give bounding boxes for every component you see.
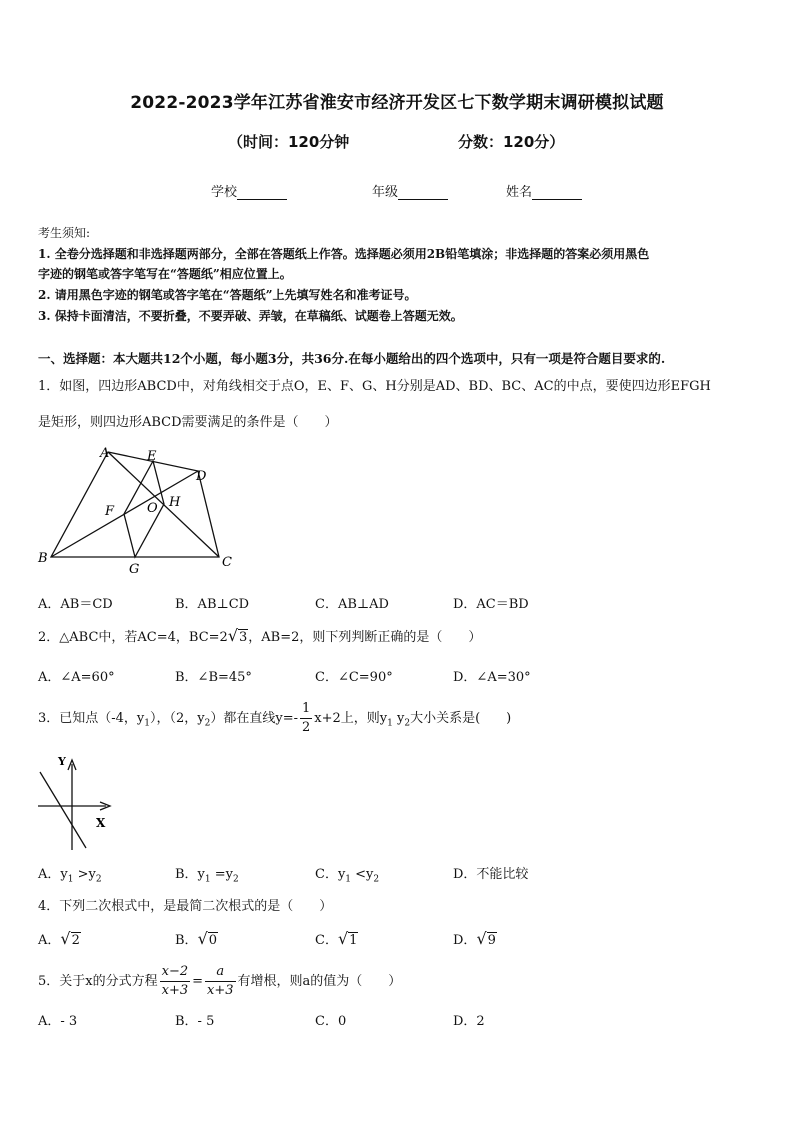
label-b: B [38,551,48,566]
q3-option-c[interactable]: C．$y_1 <y_2$ [315,867,380,885]
label-c: C [222,555,232,570]
q1-line-2: 是矩形，则四边形ABCD需要满足的条件是（ ） [38,415,338,430]
q5-option-d[interactable]: D．2 [453,1014,485,1029]
q3-fraction: $\frac{1}{2}$ [302,701,311,735]
label-a: A [100,446,110,461]
q4-option-d[interactable]: D．√9 [453,929,496,948]
q5-option-b[interactable]: B．- 5 [175,1014,215,1029]
label-h: H [169,495,181,510]
q2-option-c[interactable]: C．∠C=90° [315,670,393,685]
q2-sqrt: √3 [227,626,248,645]
q1-option-b[interactable]: B．AB⊥CD [175,597,250,612]
label-e: E [147,449,157,464]
label-o: O [147,501,158,516]
q3-axes-figure [30,752,120,852]
quad-abcd [51,452,219,557]
grade-field: 年级 [372,181,448,200]
label-g: G [129,562,140,577]
label-f: F [105,504,115,519]
q3-option-d[interactable]: D．不能比较 [453,867,529,882]
q1-option-a[interactable]: A．AB＝CD [38,597,113,612]
note-1b: 字迹的钢笔或答字笔写在“答题纸”相应位置上。 [38,267,292,281]
q5-fraction-left: $\frac{x-2}{x+3}$ [161,964,189,998]
q5-option-a[interactable]: A．- 3 [38,1014,78,1029]
section-heading: 一、选择题：本大题共12个小题，每小题3分，共36分.在每小题给出的四个选项中，只有一项是符合题目要求的. [38,351,666,366]
q3-text: 3．已知点（-4，$y_1$），（2，$y_2$）都在直线y=- $\frac{1}{2}$ x+2上，则$y_1$ $y_2$大小关系是( ) [38,701,512,735]
q5-fraction-right: $\frac{a}{x+3}$ [207,964,234,998]
q1-line-1: 1．如图，四边形ABCD中，对角线相交于点O，E、F、G、H分别是AD、BD、BC、AC的中点，要使四边形EFGH [38,379,711,394]
note-1a: 1. 全卷分选择题和非选择题两部分，全部在答题纸上作答。选择题必须用2B铅笔填涂；非选择题的答案必须用黑色 [38,247,650,261]
axis-y-label: Y [58,755,66,768]
q1-quadrilateral-figure [30,440,250,580]
q5-option-c[interactable]: C．0 [315,1014,347,1029]
axis-x-label: X [96,816,106,830]
name-field: 姓名 [506,181,582,200]
q4-option-a[interactable]: A．√2 [38,929,80,948]
q1-option-c[interactable]: C．AB⊥AD [315,597,389,612]
note-3: 3. 保持卡面清洁，不要折叠，不要弄破、弄皱，在草稿纸、试题卷上答题无效。 [38,309,463,323]
q4-option-b[interactable]: B．√0 [175,929,218,948]
page-title: 2022-2023学年江苏省淮安市经济开发区七下数学期末调研模拟试题 [130,93,664,113]
exam-time: （时间：120分钟 [228,133,350,151]
q2-option-b[interactable]: B．∠B=45° [175,670,252,685]
line-graph [40,772,86,848]
q2-text: 2．△ABC中，若AC=4，BC=2√3，AB=2，则下列判断正确的是（ ） [38,626,482,645]
q4-text: 4．下列二次根式中，是最简二次根式的是（ ） [38,899,333,914]
quad-efgh [124,461,164,557]
q2-option-d[interactable]: D．∠A=30° [453,670,531,685]
notes-title: 考生须知: [38,226,91,240]
q3-option-a[interactable]: A．$y_1 >y_2$ [38,867,102,885]
q1-option-d[interactable]: D．AC＝BD [453,597,529,612]
school-field: 学校 [211,181,287,200]
note-2: 2. 请用黑色字迹的钢笔或答字笔在“答题纸”上先填写姓名和准考证号。 [38,288,417,302]
q5-text: 5．关于x的分式方程 $\frac{x-2}{x+3}$ = $\frac{a}{x+3}$ 有增根，则a的值为（ ） [38,964,402,998]
exam-score: 分数：120分） [458,133,565,151]
q2-option-a[interactable]: A．∠A=60° [38,670,115,685]
q3-option-b[interactable]: B．$y_1 =y_2$ [175,867,239,885]
label-d: D [196,469,207,484]
q4-option-c[interactable]: C．√1 [315,929,358,948]
